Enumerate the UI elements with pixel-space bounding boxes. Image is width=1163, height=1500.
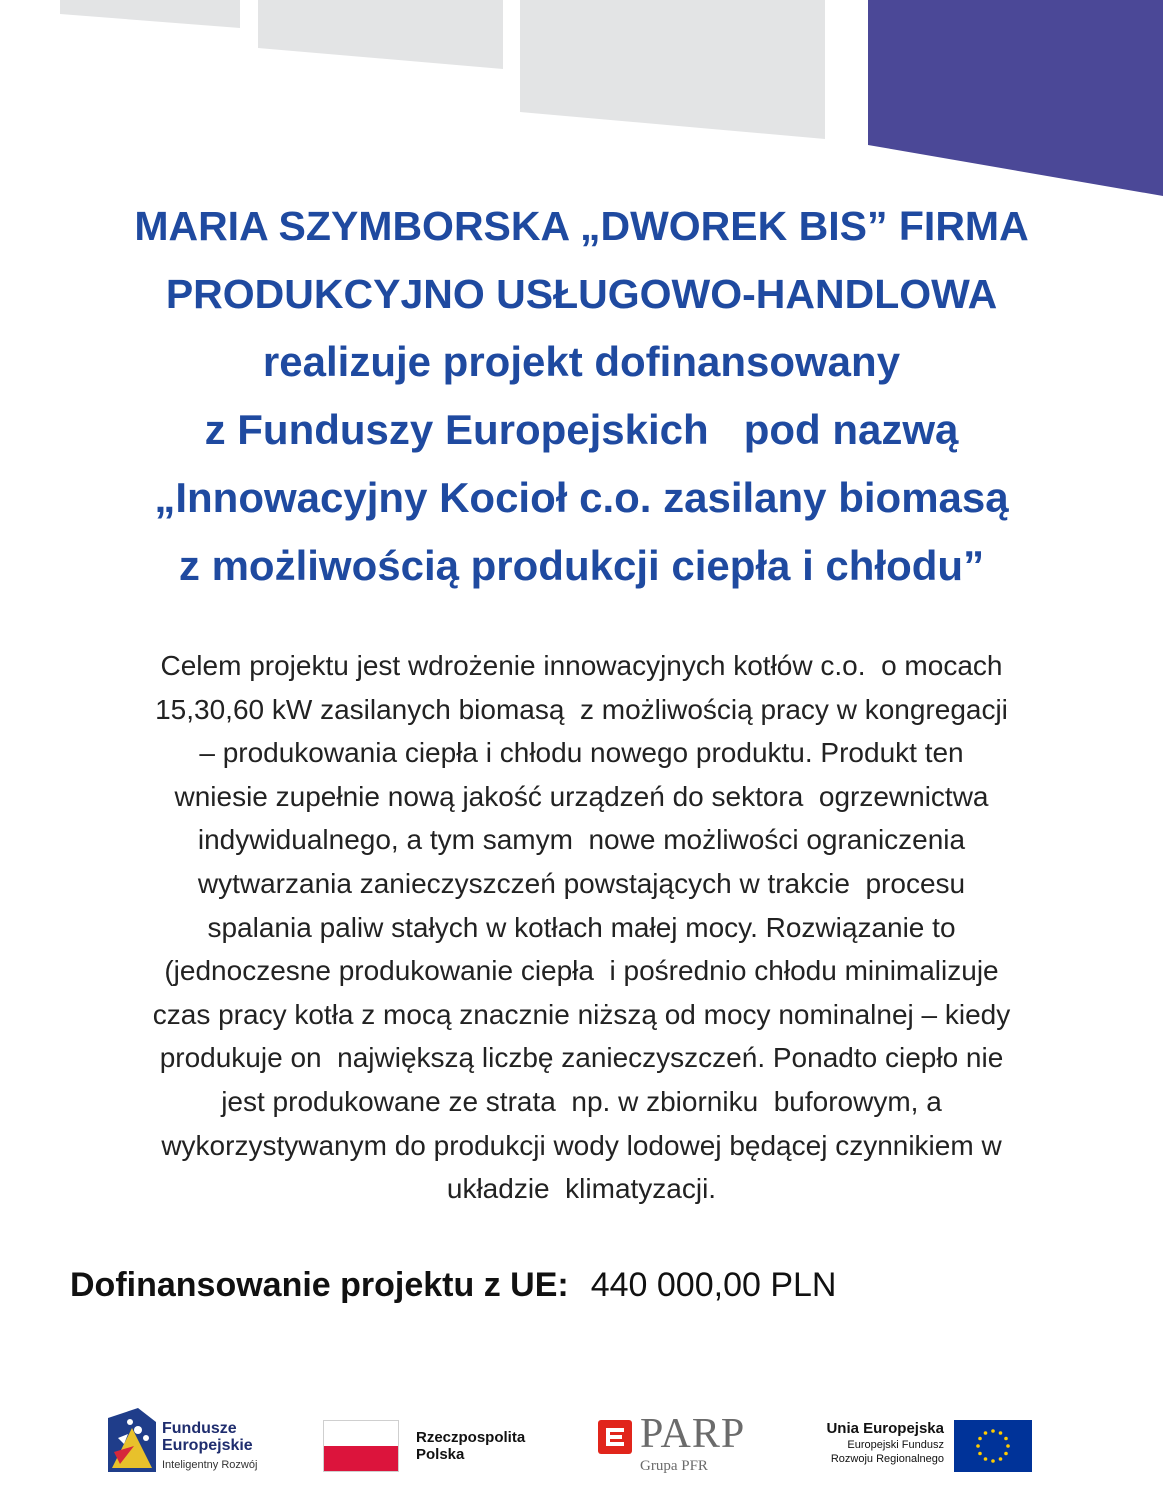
unia-europejska-text [800,1420,944,1466]
eu-flag-icon [954,1420,1032,1472]
description-line: 15,30,60 kW zasilanych biomasą z możliwością pracy w kongregacji [155,693,1008,725]
deco-gray-block-3 [520,0,825,139]
description-line: wytwarzania zanieczyszczeń powstających w trakcie procesu [197,867,966,899]
funding-amount: 440 000,00 PLN [590,1266,837,1304]
description-line: spalania paliw stałych w kotłach małej mocy. Rozwiązanie to [207,911,956,943]
deco-gray-block-2 [258,0,503,69]
ue-name: Unia Europejska [826,1420,944,1437]
project-intro-line-2: z Funduszy Europejskich pod nazwą [204,406,959,453]
company-name-line-2: PRODUKCYJNO USŁUGOWO-HANDLOWA [165,271,998,317]
fe-name-line-2: Europejskie [162,1437,253,1454]
description-line: jest produkowane ze strata np. w zbiorniku buforowym, a [221,1085,942,1117]
description-line: (jednoczesne produkowanie ciepła i pośrednio chłodu minimalizuje [164,955,999,987]
poland-flag-icon [323,1420,399,1472]
project-description [40,644,1123,1211]
parp-name: PARP [640,1411,746,1457]
deco-gray-block-1 [60,0,240,28]
description-line: – produkowania ciepła i chłodu nowego produktu. Produkt ten [199,737,964,769]
parp-icon [598,1420,632,1454]
description-line: Celem projektu jest wdrożenie innowacyjnych kotłów c.o. o mocach [160,650,1003,681]
funding-label: Dofinansowanie projektu z UE: [70,1266,569,1304]
fe-name-line-1: Fundusze [162,1420,237,1437]
ue-fund-line-1: Europejski Fundusz [847,1439,944,1451]
description-line: indywidualnego, a tym samym nowe możliwości ograniczenia [197,824,966,856]
fundusze-europejskie-logo [108,1408,158,1472]
rzeczpospolita-polska-text [416,1429,525,1463]
project-name-line-1: „Innowacyjny Kocioł c.o. zasilany biomasą [154,474,1009,521]
description-line: wniesie zupełnie nową jakość urządzeń do sektora ogrzewnictwa [174,780,989,812]
funding-summary [70,1266,836,1305]
logo-bar [0,1400,1163,1490]
fundusze-europejskie-text [162,1420,257,1474]
header-decoration [0,0,1163,200]
deco-purple-block [868,0,1163,196]
description-line: układzie klimatyzacji. [446,1173,717,1205]
description-line: czas pracy kotła z mocą znacznie niższą od mocy nominalnej – kiedy [152,998,1011,1030]
description-line: produkuje on największą liczbę zanieczyszczeń. Ponadto ciepło nie [159,1042,1004,1074]
company-name-line-1: MARIA SZYMBORSKA „DWOREK BIS” FIRMA [134,203,1029,249]
rp-line-1: Rzeczpospolita [416,1429,526,1446]
project-intro-line-1: realizuje projekt dofinansowany [262,338,901,385]
ue-fund-line-2: Rozwoju Regionalnego [830,1453,944,1465]
project-title [0,192,1163,600]
fe-program-name: Inteligentny Rozwój [162,1459,258,1471]
description-line: wykorzystywanym do produkcji wody lodowej będącej czynnikiem w [161,1129,1002,1161]
parp-group: Grupa PFR [640,1458,708,1474]
rp-line-2: Polska [416,1446,465,1463]
project-name-line-2: z możliwością produkcji ciepła i chłodu” [178,542,985,589]
